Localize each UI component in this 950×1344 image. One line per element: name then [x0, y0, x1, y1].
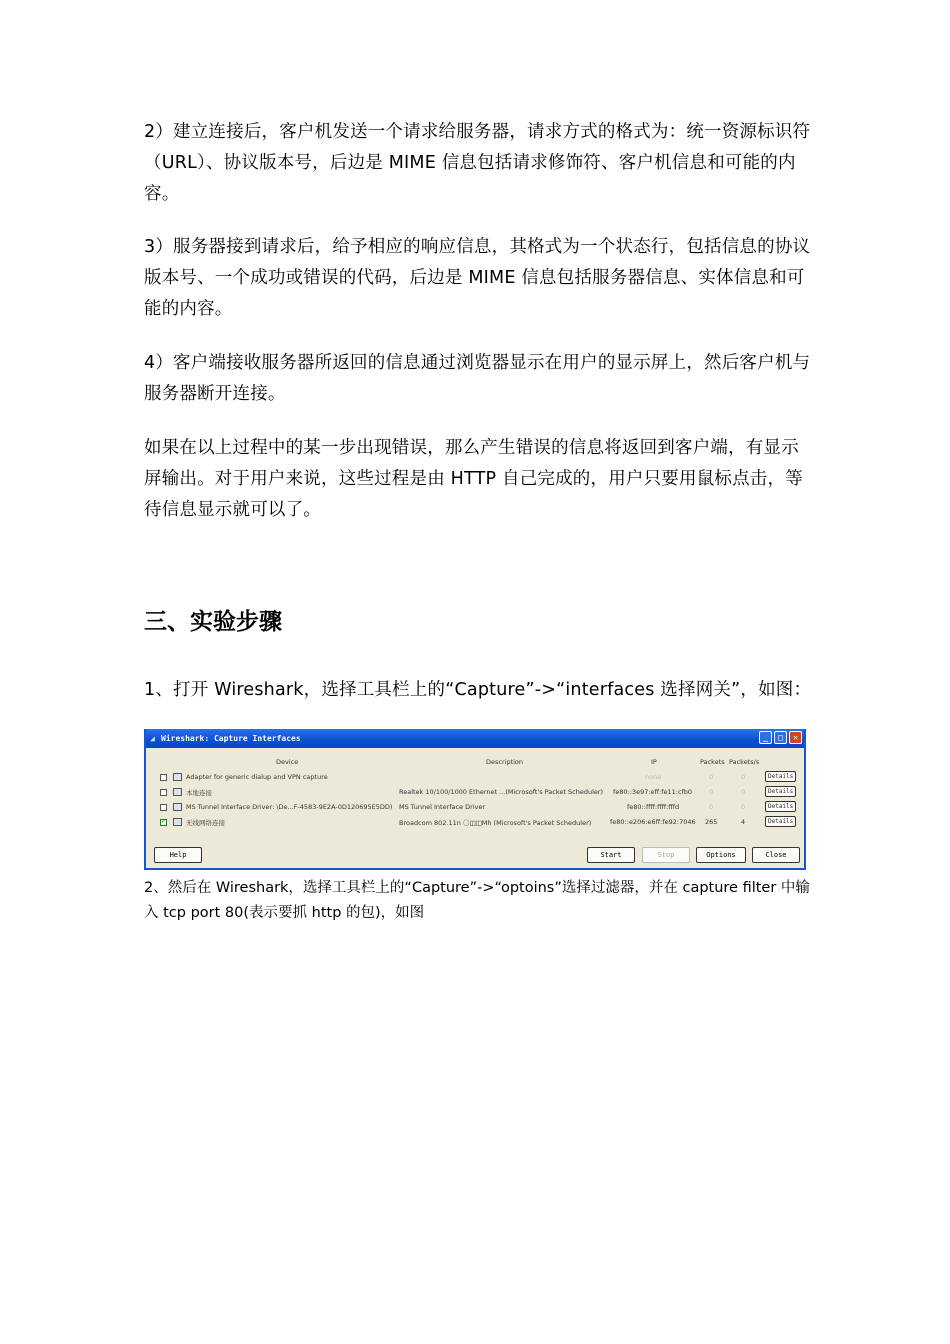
network-adapter-icon — [173, 803, 182, 811]
packet-count: 265 — [705, 818, 718, 826]
details-button[interactable]: Details — [765, 816, 796, 827]
network-adapter-icon — [173, 788, 182, 796]
packet-count: 0 — [709, 803, 714, 811]
header-device: Device — [276, 758, 299, 766]
device-description: Broadcom 802.11n 〇◫◫Mh (Microsoft's Packet Scheduler) — [399, 819, 592, 827]
details-button[interactable]: Details — [765, 801, 796, 812]
wireshark-icon: ◢ — [150, 733, 155, 743]
paragraph-step-2: 2）建立连接后，客户机发送一个请求给服务器，请求方式的格式为：统一资源标识符（URL）、协议版本号，后边是 MIME 信息包括请求修饰符、客户机信息和可能的内容。 — [144, 122, 811, 204]
paragraph-step-3: 3）服务器接到请求后，给予相应的响应信息，其格式为一个状态行，包括信息的协议版本号、一个成功或错误的代码，后边是 MIME 信息包括服务器信息、实体信息和可能的内容。 — [144, 237, 811, 319]
window-titlebar — [146, 729, 804, 748]
device-name: MS Tunnel Interface Driver: \De...F-4583-9E2A-0D120695E5DD) — [186, 803, 393, 811]
device-description: MS Tunnel Interface Driver — [399, 803, 486, 811]
details-button[interactable]: Details — [765, 786, 796, 797]
header-packets: Packets — [700, 758, 725, 766]
step-2-text: 2、然后在 Wireshark，选择工具栏上的“Capture”->“optoins”选择过滤器，并在 capture filter 中输入 tcp port 80(表示要抓 http 的包)，如图 — [144, 880, 810, 921]
close-icon[interactable]: ✕ — [789, 731, 802, 744]
table-row — [152, 800, 798, 815]
packets-per-second: 4 — [741, 818, 746, 826]
device-name: 本地连接 — [186, 789, 212, 797]
device-name: 无线网络连接 — [186, 819, 225, 827]
step-1-text: 1、打开 Wireshark，选择工具栏上的“Capture”->“interfaces 选择网关”，如图： — [144, 680, 812, 700]
packets-per-second: 0 — [741, 803, 746, 811]
packet-count: 0 — [709, 788, 714, 796]
paragraph-step-4: 4）客户端接收服务器所返回的信息通过浏览器显示在用户的显示屏上，然后客户机与服务器断开连接。 — [144, 353, 811, 404]
device-description: Realtek 10/100/1000 Ethernet ...(Microsoft's Packet Scheduler) — [399, 788, 604, 796]
device-ip: fe80::e206:e6ff:fe92:7046 — [610, 818, 696, 826]
options-button[interactable]: Options — [696, 847, 746, 863]
help-button[interactable]: Help — [154, 847, 202, 863]
network-adapter-icon — [173, 773, 182, 781]
wireless-adapter-icon — [173, 818, 182, 826]
interfaces-table — [152, 755, 798, 830]
interface-checkbox[interactable] — [160, 819, 167, 826]
paragraph-error-handling: 如果在以上过程中的某一步出现错误，那么产生错误的信息将返回到客户端，有显示屏输出。对于用户来说，这些过程是由 HTTP 自己完成的，用户只要用鼠标点击，等待信息显示就可以了。 — [144, 438, 803, 520]
device-ip: fe80::3e97:eff:fe11:cfb0 — [613, 788, 693, 796]
interface-checkbox[interactable] — [160, 774, 167, 781]
minimize-icon[interactable]: _ — [759, 731, 772, 744]
wireshark-capture-interfaces-window — [144, 729, 806, 870]
table-header — [152, 755, 798, 770]
packet-count: 0 — [709, 773, 714, 781]
table-row — [152, 770, 798, 785]
stop-button[interactable]: Stop — [642, 847, 690, 863]
packets-per-second: 0 — [741, 788, 746, 796]
device-ip: none — [645, 773, 662, 781]
table-row — [152, 785, 798, 800]
window-title: Wireshark: Capture Interfaces — [161, 734, 301, 743]
interface-checkbox[interactable] — [160, 804, 167, 811]
interface-checkbox[interactable] — [160, 789, 167, 796]
device-ip: fe80::ffff:ffff:fffd — [627, 803, 680, 811]
packets-per-second: 0 — [741, 773, 746, 781]
details-button[interactable]: Details — [765, 771, 796, 782]
header-description: Description — [486, 758, 524, 766]
close-button[interactable]: Close — [752, 847, 800, 863]
header-packets-per-second: Packets/s — [729, 758, 760, 766]
maximize-icon[interactable]: □ — [774, 731, 787, 744]
device-name: Adapter for generic dialup and VPN capture — [186, 773, 328, 781]
header-ip: IP — [651, 758, 657, 766]
section-heading: 三、实验步骤 — [144, 609, 282, 635]
table-row — [152, 815, 798, 830]
start-button[interactable]: Start — [587, 847, 635, 863]
